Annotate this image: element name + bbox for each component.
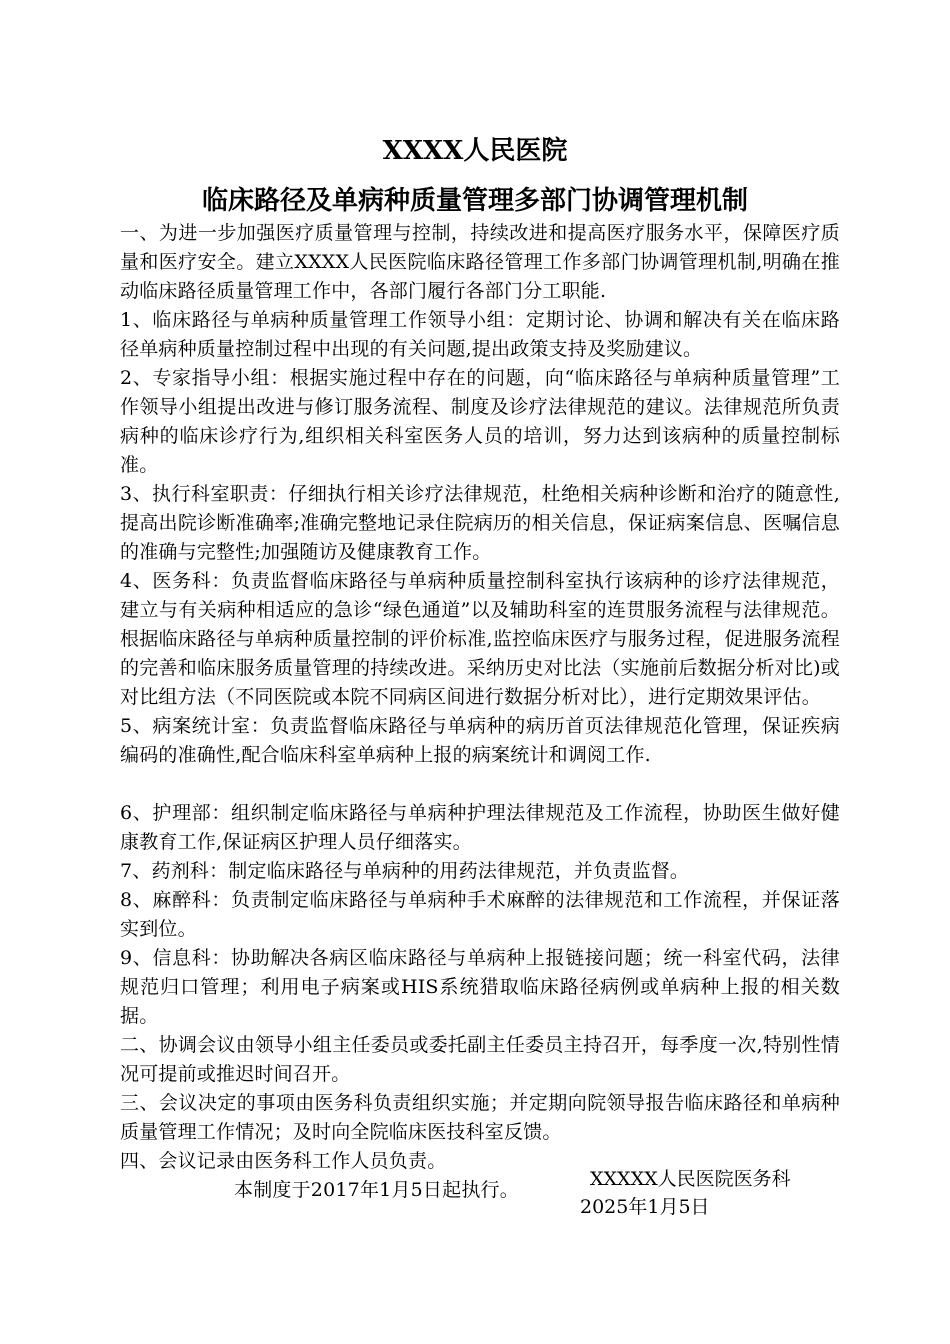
paragraph-item-1: 1、临床路径与单病种质量管理工作领导小组：定期讨论、协调和解决有关在临床路径单病种质量控制过程中出现的有关问题,提出政策支持及奖励建议。 (120, 309, 840, 360)
document-title: 临床路径及单病种质量管理多部门协调管理机制 (201, 186, 748, 216)
paragraph-item-3: 3、执行科室职责：仔细执行相关诊疗法律规范，杜绝相关病种诊断和治疗的随意性,提高出院诊断准确率;准确完整地记录住院病历的相关信息，保证病案信息、医嘱信息的准确与完整性;加强随访及健康教育工作。 (120, 483, 840, 563)
paragraph-item-4: 4、医务科：负责监督临床路径与单病种质量控制科室执行该病种的诊疗法律规范，建立与有关病种相适应的急诊“绿色通道”以及辅助科室的连贯服务流程与法律规范。根据临床路径与单病种质量控制的评价标准,监控临床医疗与服务过程，促进服务流程的完善和临床服务质量管理的持续改进。采纳历史对比法（实施前后数据分析对比)或对比组方法（不同医院或本院不同病区间进行数据分析对比），进行定期效果评估。 (120, 570, 840, 708)
paragraph-item-8: 8、麻醉科：负责制定临床路径与单病种手术麻醉的法律规范和工作流程，并保证落实到位。 (120, 889, 840, 940)
paragraph-item-7: 7、药剂科：制定临床路径与单病种的用药法律规范，并负责监督。 (120, 860, 690, 882)
paragraph-item-5: 5、病案统计室：负责监督临床路径与单病种的病历首页法律规范化管理，保证疾病编码的准确性,配合临床科室单病种上报的病案统计和调阅工作. (120, 715, 840, 766)
paragraph-section-3: 三、会议决定的事项由医务科负责组织实施；并定期向院领导报告临床路径和单病种质量管理工作情况；及时向全院临床医技科室反馈。 (120, 1092, 840, 1143)
paragraph-intro: 一、为进一步加强医疗质量管理与控制，持续改进和提高医疗服务水平，保障医疗质量和医疗安全。建立XXXX人民医院临床路径管理工作多部门协调管理机制,明确在推动临床路径质量管理工作中，各部门履行各部门分工职能. (120, 222, 840, 302)
signature-organization: XXXXX人民医院医务科 (590, 1168, 791, 1190)
paragraph-section-4: 四、会议记录由医务科工作人员负责。 (120, 1150, 447, 1172)
signature-date: 2025年1月5日 (580, 1196, 710, 1218)
effective-date-line: 本制度于2017年1月5日起执行。 (234, 1179, 519, 1201)
signature-block (580, 1165, 791, 1221)
hospital-title: XXXX人民医院 (382, 136, 568, 166)
document-body (120, 219, 840, 1205)
paragraph-section-2: 二、协调会议由领导小组主任委员或委托副主任委员主持召开，每季度一次,特别性情况可提前或推迟时间召开。 (120, 1034, 840, 1085)
paragraph-item-6: 6、护理部：组织制定临床路径与单病种护理法律规范及工作流程，协助医生做好健康教育工作,保证病区护理人员仔细落实。 (120, 802, 840, 853)
paragraph-item-2: 2、专家指导小组：根据实施过程中存在的问题，向“临床路径与单病种质量管理”工作领导小组提出改进与修订服务流程、制度及诊疗法律规范的建议。法律规范所负责病种的临床诊疗行为,组织相关科室医务人员的培训，努力达到该病种的质量控制标准。 (120, 367, 840, 476)
paragraph-item-9: 9、信息科：协助解决各病区临床路径与单病种上报链接问题；统一科室代码，法律规范归口管理；利用电子病案或HIS系统猎取临床路径病例或单病种上报的相关数据。 (120, 947, 840, 1027)
